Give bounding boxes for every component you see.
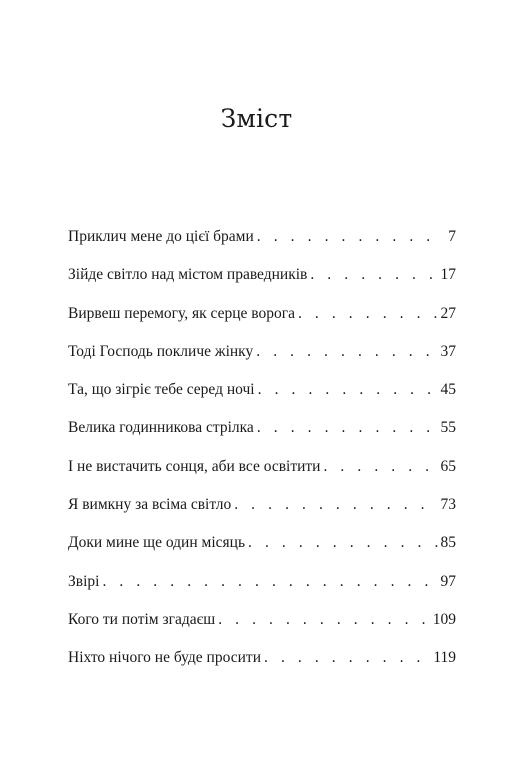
toc-entry-title: Звірі <box>68 572 100 590</box>
dot-leader <box>102 573 437 591</box>
toc-entry-title: Тоді Господь покличе жінку <box>68 342 254 360</box>
toc-entry <box>68 419 456 457</box>
toc-entry-page: 85 <box>440 534 456 552</box>
toc-entry-title: Доки мине ще один місяць <box>68 534 246 552</box>
toc-entry-title: Я вимкну за всіма світло <box>68 496 232 514</box>
toc-entry-title: Велика годинникова стрілка <box>68 419 254 437</box>
toc-entry <box>68 573 456 611</box>
dot-leader <box>234 496 437 514</box>
dot-leader <box>248 534 437 552</box>
toc-entry-page: 45 <box>440 381 456 399</box>
toc-entry <box>68 534 456 572</box>
toc-entry-title: І не вистачить сонця, аби все освітити <box>68 457 321 475</box>
toc-entry-page: 37 <box>440 342 456 360</box>
dot-leader <box>258 381 438 399</box>
dot-leader <box>256 343 437 361</box>
toc-entry-page: 73 <box>440 496 456 514</box>
toc-entry-page: 65 <box>440 457 456 475</box>
toc-entry-page: 109 <box>432 610 456 628</box>
toc-entry <box>68 343 456 381</box>
table-of-contents <box>68 228 456 688</box>
toc-entry-page: 97 <box>440 572 456 590</box>
dot-leader <box>264 649 430 667</box>
page-title: Зміст <box>220 104 293 133</box>
toc-entry <box>68 458 456 496</box>
dot-leader <box>298 305 438 323</box>
toc-entry-title: Вирвеш перемогу, як серце ворога <box>68 304 295 322</box>
toc-entry-page: 17 <box>440 266 456 284</box>
toc-entry-page: 119 <box>433 649 456 667</box>
toc-entry <box>68 305 456 343</box>
dot-leader <box>310 266 437 284</box>
toc-entry-title: Та, що зігріє тебе серед ночі <box>68 381 255 399</box>
toc-entry <box>68 611 456 649</box>
dot-leader <box>218 611 430 629</box>
toc-entry <box>68 266 456 304</box>
toc-entry-page: 55 <box>440 419 456 437</box>
toc-entry-page: 7 <box>448 228 456 245</box>
toc-entry <box>68 496 456 534</box>
dot-leader <box>323 458 437 476</box>
toc-entry-title: Приклич мене до цієї брами <box>68 228 254 245</box>
toc-entry <box>68 649 456 687</box>
toc-entry <box>68 228 456 266</box>
toc-entry-page: 27 <box>440 304 456 322</box>
toc-entry-title: Ніхто нічого не буде просити <box>68 649 261 667</box>
toc-entry-title: Кого ти потім згадаєш <box>68 610 216 628</box>
dot-leader <box>257 228 439 246</box>
toc-entry-title: Зійде світло над містом праведників <box>68 266 308 284</box>
dot-leader <box>257 419 438 437</box>
toc-entry <box>68 381 456 419</box>
